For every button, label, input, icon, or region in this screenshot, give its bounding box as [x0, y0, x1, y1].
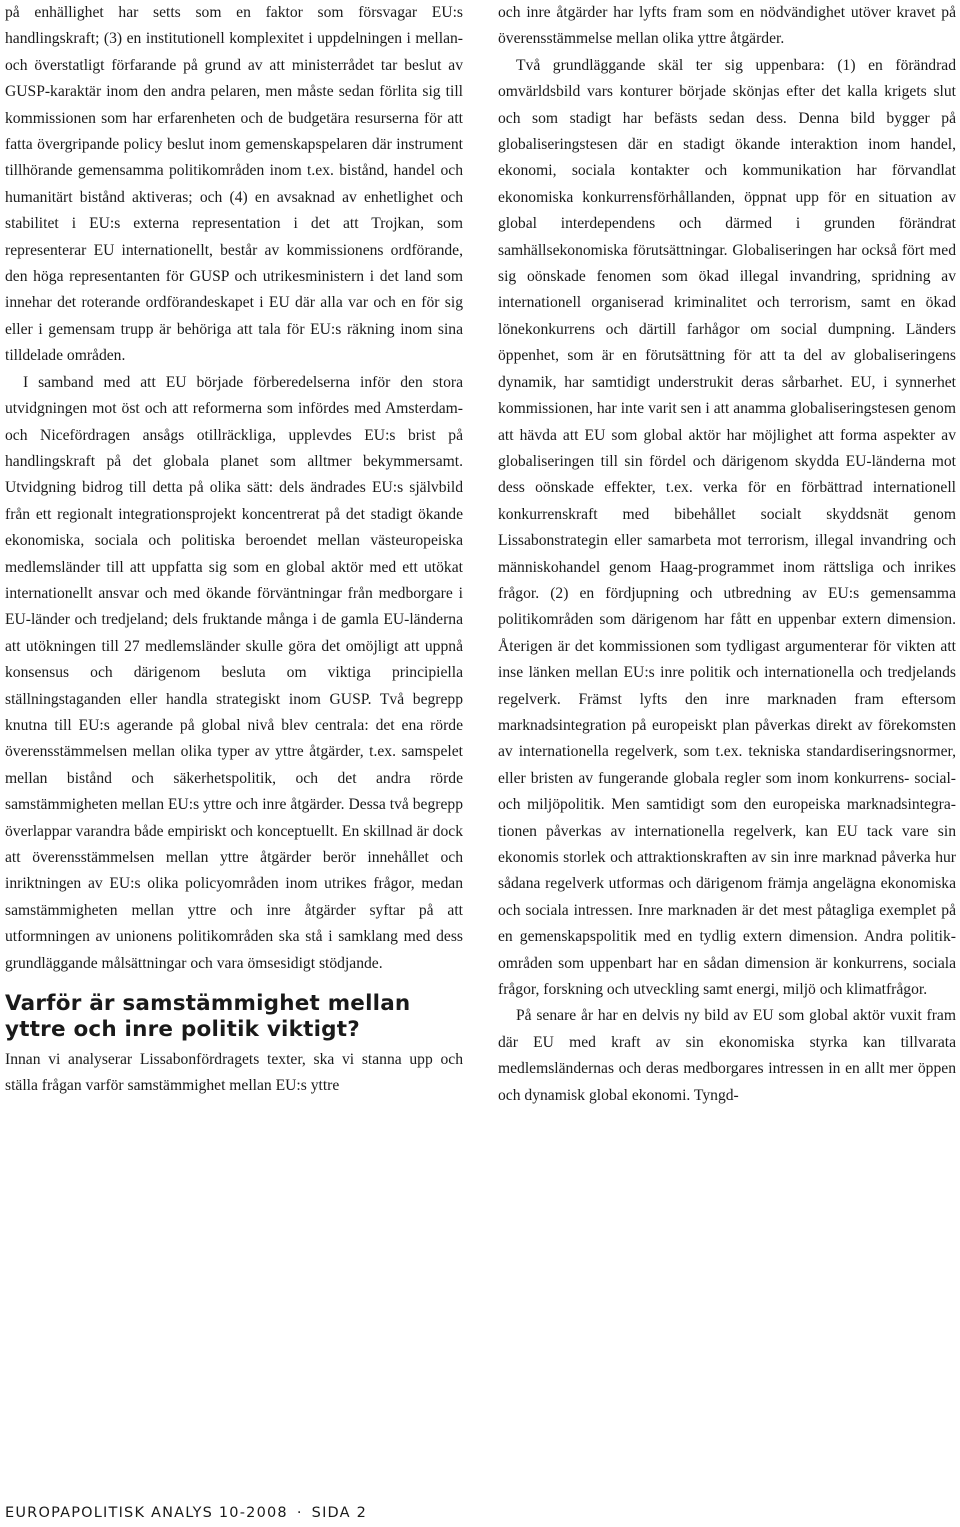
- section-heading: [5, 991, 463, 1043]
- body-paragraph: och inre åtgärder har lyfts fram som en nödvändighet utöver kravet på överensstämmelse mellan olika yttre åtgärder.: [498, 4, 956, 48]
- body-paragraph: På senare år har en delvis ny bild av EU som global aktör vuxit fram där EU med kraft av sin ekonomiska styrka kan tillvarata medlemsländernas och deras medborgares intressen in en allt mer öppen och dynamisk global ekonomi. Tyngd-: [498, 1007, 956, 1104]
- left-column: [5, 0, 463, 1100]
- page-footer: [5, 1505, 367, 1521]
- publication-name: EUROPAPOLITISK ANALYS 10-2008: [5, 1505, 288, 1521]
- body-paragraph: Innan vi analyserar Lissabonfördragets texter, ska vi stanna upp och ställa frågan varför samstämmighet mellan EU:s yttre: [5, 1051, 463, 1095]
- page-number: SIDA 2: [311, 1505, 368, 1521]
- body-paragraph: på enhällighet har setts som en faktor som försvagar EU:s handlingskraft; (3) en institutionell komplexitet i uppdelningen i mellan- och överstatligt förfarande på grund av att ministerrådet tar beslut av GUSP-karaktär inom den andra pelaren, men måste sedan förlita sig till kommissionen som har erfarenheten och de budgetära resurserna för att fatta övergripande policy beslut inom gemenskapspelaren där instrument tillhörande gemensamma politikområden inom t.ex. bistånd, handel och humanitärt bistånd aktiveras; och (4) en avsaknad av enhetlighet och stabilitet i EU:s externa representation i det att Trojkan, som representerar EU internationellt, består av kommissionens ordförande, den höga representanten för GUSP och utrikesministern i det land som innehar det roterande ordförandeskapet i EU där alla var och en för sig eller i gemensam trupp är behöriga att tala för EU:s räkning inom sina tilldelade områden.: [5, 4, 463, 365]
- body-paragraph: I samband med att EU började förberedelserna inför den stora utvidgningen mot öst och att reformerna som infördes med Amsterdam- och Nicefördragen ansågs otillräckliga, upplevdes EU:s brist på handlingskraft på det globala planet som alltmer bekymmersamt. Utvidgning bidrog till detta på olika sätt: dels ändrades EU:s självbild från ett regionalt integrationsprojekt koncentrerat på det stadigt ökande ekonomiska, sociala och politiska beroendet mellan västeuropeiska medlemsländer till att uppfatta sig som en global aktör med ett utökat internationellt ansvar och med ökande förväntningar från medborgare i EU-länder och tredjeland; dels fruktande många i de gamla EU-länderna att utökningen till 27 medlemsländer skulle göra det omöjligt att uppnå konsensus och därigenom besluta om viktiga principiella ställningstaganden eller handla strategiskt inom GUSP. Två begrepp knutna till EU:s agerande på global nivå blev centrala: det ena rörde överensstämmelsen mellan olika typer av yttre åtgärder, t.ex. samspelet mellan bistånd och säkerhetspolitik, och det andra rörde samstämmigheten mellan EU:s yttre och inre åtgärder. Dessa två begrepp överlappar varandra både empiriskt och konceptuellt. En skillnad är dock att överensstämmelsen mellan yttre åtgärder berör innehållet och inriktningen av EU:s olika policyområden inom utrikes frågor, medan samstämmigheten mellan yttre och inre åtgärder syftar på att utformningen av unionens politikområden ska stå i samklang med dess grundläggande målsättningar och vara ömsesidigt stödjande.: [5, 373, 463, 972]
- section-heading-line: yttre och inre politik viktigt?: [5, 1017, 360, 1043]
- body-paragraph: Två grundläggande skäl ter sig uppenbara: (1) en förändrad omvärldsbild vars konturer började skönjas efter det kalla krigets slut och som stadigt har befästs sedan dess. Denna bild bygger på globaliseringstesen där en stadigt ökande interaktion inom handel, ekonomi, sociala kontakter och kommunikation har förvandlat ekonomiska konkurrensförhållanden, öppnat upp för en situation av global interdependens och därmed i grunden förändrat samhällsekonomiska förutsättningar. Globaliseringen har också fört med sig oönskade fenomen som ökad illegal invandring, spridning av internationell organiserad kriminalitet och terrorism, samt en ökad lönekonkurrens och därtill farhågor om social dumpning. Länders öppenhet, som är en förutsättning för att ta del av globaliseringens dynamik, har samtidigt understrukit deras sårbarhet. EU, i synnerhet kommissionen, har inte varit sen i att anamma globaliseringstesen genom att hävda att EU som global aktör har möjlighet att forma aspekter av globaliseringen till sin fördel och därigenom skydda EU-länderna mot dess oönskade effekter, t.ex. verka för en förbättrad internationell konkurrenskraft med bibehållet socialt skyddsnät genom Lissabonstrategin eller samarbeta mot terrorism, illegal invandring och människohandel genom Haag-programmet inom rättsliga och inrikes frågor. (2) en fördjupning och utbredning av EU:s gemensamma politikområden som därigenom har fått en uppenbar extern dimension. Återigen är det kommissionen som tydligast argumenterar för vikten att inse länken mellan EU:s inre politik och internationella och tredjelands regelverk. Främst lyfts den inre marknaden fram eftersom marknadsintegration på europeiskt plan påverkas direkt av förekomsten av internationella regelverk, som t.ex. tekniska standardiseringsnormer, eller bristen av fungerande globala regler som inom konkurrens- social- och miljöpolitik. Men samtidigt som den europeiska marknadsintegrationen påverkas av internationella regelverk, kan EU tack vare sin ekonomis storlek och attraktionskraften av sin inre marknad påverka hur sådana regelverk utformas och därigenom främja angelägna ekonomiska och sociala intressen. Inre marknaden är det mest påtagliga exemplet på en gemenskapspolitik med en tydlig extern dimension. Andra politikområden som uppenbart har en sådan dimension är konkurrens, sociala frågor, forskning och utveckling samt energi, miljö och klimatfrågor.: [498, 56, 956, 999]
- right-column: [498, 0, 956, 1109]
- section-heading-line: Varför är samstämmighet mellan: [5, 991, 411, 1017]
- footer-separator: ·: [296, 1505, 303, 1521]
